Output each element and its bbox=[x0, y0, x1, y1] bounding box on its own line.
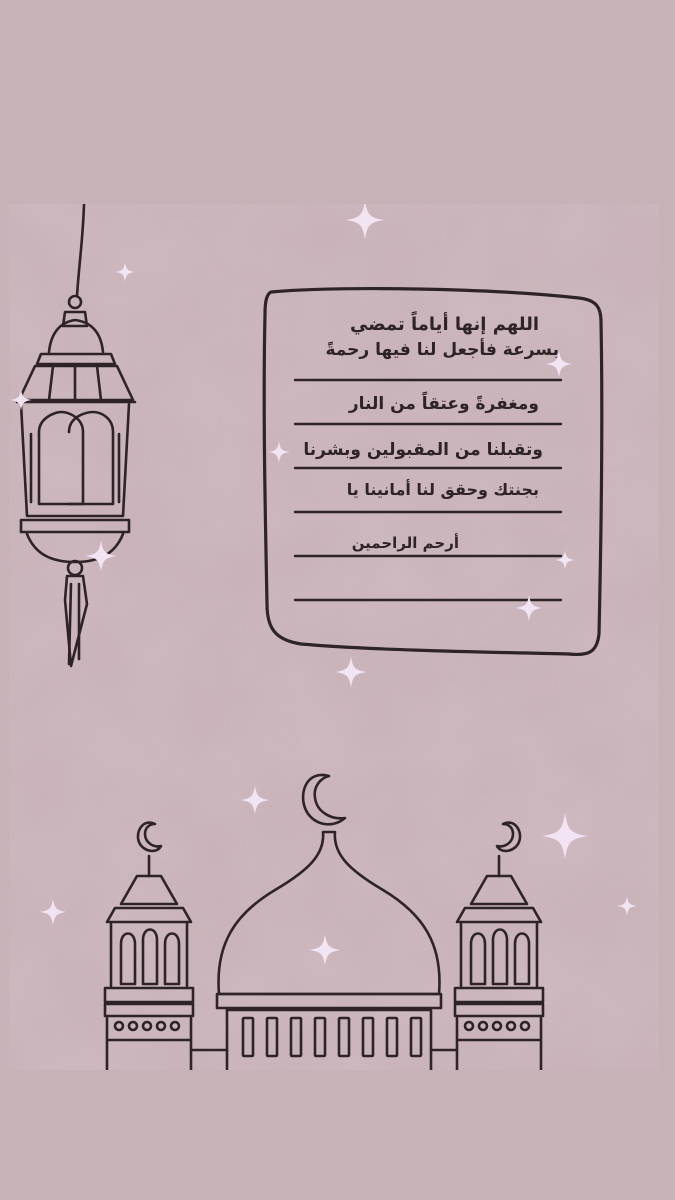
ramadan-card bbox=[9, 204, 659, 1070]
dua-line-6: أرحم الراحمين bbox=[351, 534, 459, 552]
dua-line-4: وتقبلنا من المقبولين وبشرنا bbox=[303, 440, 543, 460]
dua-line-5: بجنتك وحقق لنا أمانينا يا bbox=[346, 480, 539, 499]
dua-line-3: ومغفرةً وعتقاً من النار bbox=[348, 394, 539, 414]
dua-line-1: اللهم إنها أياماً تمضي bbox=[349, 314, 539, 335]
dua-line-2: بسرعة فأجعل لنا فيها رحمةً bbox=[325, 340, 559, 360]
